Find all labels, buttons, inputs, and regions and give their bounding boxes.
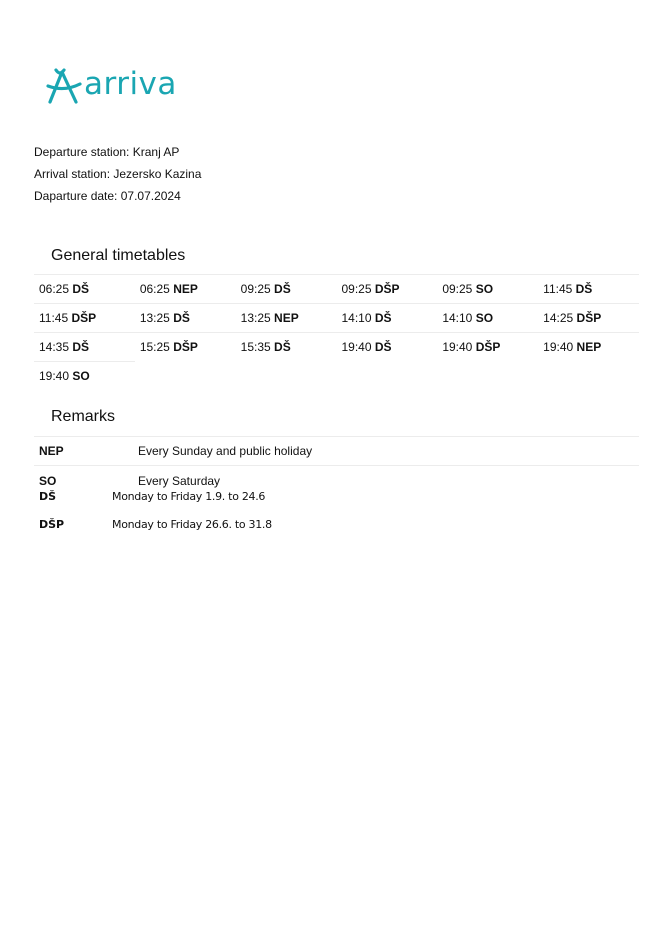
entry-code: SO bbox=[475, 311, 494, 325]
timetable-entry bbox=[538, 274, 639, 303]
entry-time: 14:10 bbox=[442, 311, 473, 325]
timetable-entry bbox=[34, 274, 135, 303]
remark-text: Every Sunday and public holiday bbox=[138, 444, 313, 458]
timetable-entry bbox=[538, 332, 639, 361]
timetable-entry bbox=[135, 303, 236, 332]
timetable-entry bbox=[337, 274, 438, 303]
entry-time: 13:25 bbox=[139, 311, 170, 325]
timetable-entry bbox=[236, 303, 337, 332]
entry-code: SO bbox=[72, 369, 90, 383]
entry-time: 06:25 bbox=[139, 282, 170, 296]
entry-time: 15:35 bbox=[240, 340, 271, 354]
timetable-grid bbox=[34, 274, 639, 390]
entry-time: 14:35 bbox=[39, 340, 70, 354]
remarks-list bbox=[34, 436, 639, 535]
entry-time: 19:40 bbox=[341, 340, 372, 354]
trip-info bbox=[34, 141, 201, 207]
arriva-logo-icon bbox=[46, 66, 82, 106]
entry-code: DŠP bbox=[71, 311, 97, 325]
entry-code: DŠ bbox=[274, 282, 291, 296]
departure-date: Daparture date: 07.07.2024 bbox=[34, 189, 181, 203]
entry-code: DŠP bbox=[576, 311, 602, 325]
entry-code: DŠ bbox=[374, 311, 392, 325]
remark-code: DŠ bbox=[39, 490, 57, 503]
entry-code: NEP bbox=[173, 282, 198, 296]
remark-row bbox=[34, 487, 639, 507]
timetable-entry bbox=[236, 274, 337, 303]
entry-code: DŠ bbox=[173, 311, 190, 325]
remark-code: DŠP bbox=[39, 518, 65, 531]
entry-time: 13:25 bbox=[240, 311, 271, 325]
entry-time: 11:45 bbox=[39, 311, 69, 325]
entry-time: 06:25 bbox=[39, 282, 70, 296]
entry-code: NEP bbox=[576, 340, 602, 354]
entry-time: 19:40 bbox=[39, 369, 70, 383]
timetable-entry bbox=[34, 361, 135, 390]
entry-code: DŠP bbox=[173, 340, 198, 354]
departure-station: Departure station: Kranj AP bbox=[34, 145, 180, 159]
entry-code: DŠP bbox=[475, 340, 501, 354]
entry-time: 14:25 bbox=[543, 311, 574, 325]
remark-text: Monday to Friday 26.6. to 31.8 bbox=[112, 518, 272, 531]
entry-time: 11:45 bbox=[543, 282, 573, 296]
entry-time: 09:25 bbox=[240, 282, 271, 296]
timetable-entry bbox=[135, 274, 236, 303]
entry-time: 15:25 bbox=[139, 340, 170, 354]
remark-row bbox=[34, 436, 639, 465]
remarks-title: Remarks bbox=[51, 408, 116, 425]
entry-code: DŠ bbox=[72, 340, 90, 354]
timetable-entry bbox=[437, 274, 538, 303]
timetable-entry bbox=[135, 332, 236, 361]
timetable-entry bbox=[337, 303, 438, 332]
timetable-entry bbox=[337, 332, 438, 361]
timetable-title: General timetables bbox=[51, 247, 186, 264]
entry-code: DŠP bbox=[374, 282, 400, 296]
entry-time: 14:10 bbox=[341, 311, 372, 325]
timetable-entry bbox=[437, 332, 538, 361]
entry-code: SO bbox=[475, 282, 494, 296]
timetable-entry bbox=[437, 303, 538, 332]
entry-code: NEP bbox=[274, 311, 299, 325]
entry-time: 09:25 bbox=[341, 282, 372, 296]
remark-code: NEP bbox=[39, 444, 64, 458]
entry-time: 09:25 bbox=[442, 282, 473, 296]
remark-text: Monday to Friday 1.9. to 24.6 bbox=[112, 490, 266, 503]
entry-time: 19:40 bbox=[543, 340, 574, 354]
entry-time: 19:40 bbox=[442, 340, 473, 354]
remark-text: Every Saturday bbox=[138, 474, 221, 488]
remark-row bbox=[34, 515, 639, 535]
entry-code: DŠ bbox=[72, 282, 90, 296]
timetable-entry bbox=[34, 332, 135, 361]
timetable-entry bbox=[538, 303, 639, 332]
arrival-station: Arrival station: Jezersko Kazina bbox=[34, 167, 202, 181]
entry-code: DŠ bbox=[575, 282, 593, 296]
entry-code: DŠ bbox=[374, 340, 392, 354]
timetable-entry bbox=[236, 332, 337, 361]
brand-name: arriva bbox=[84, 66, 177, 102]
timetable-entry bbox=[34, 303, 135, 332]
entry-code: DŠ bbox=[274, 340, 291, 354]
remark-code: SO bbox=[39, 474, 57, 488]
brand-logo bbox=[46, 66, 177, 106]
